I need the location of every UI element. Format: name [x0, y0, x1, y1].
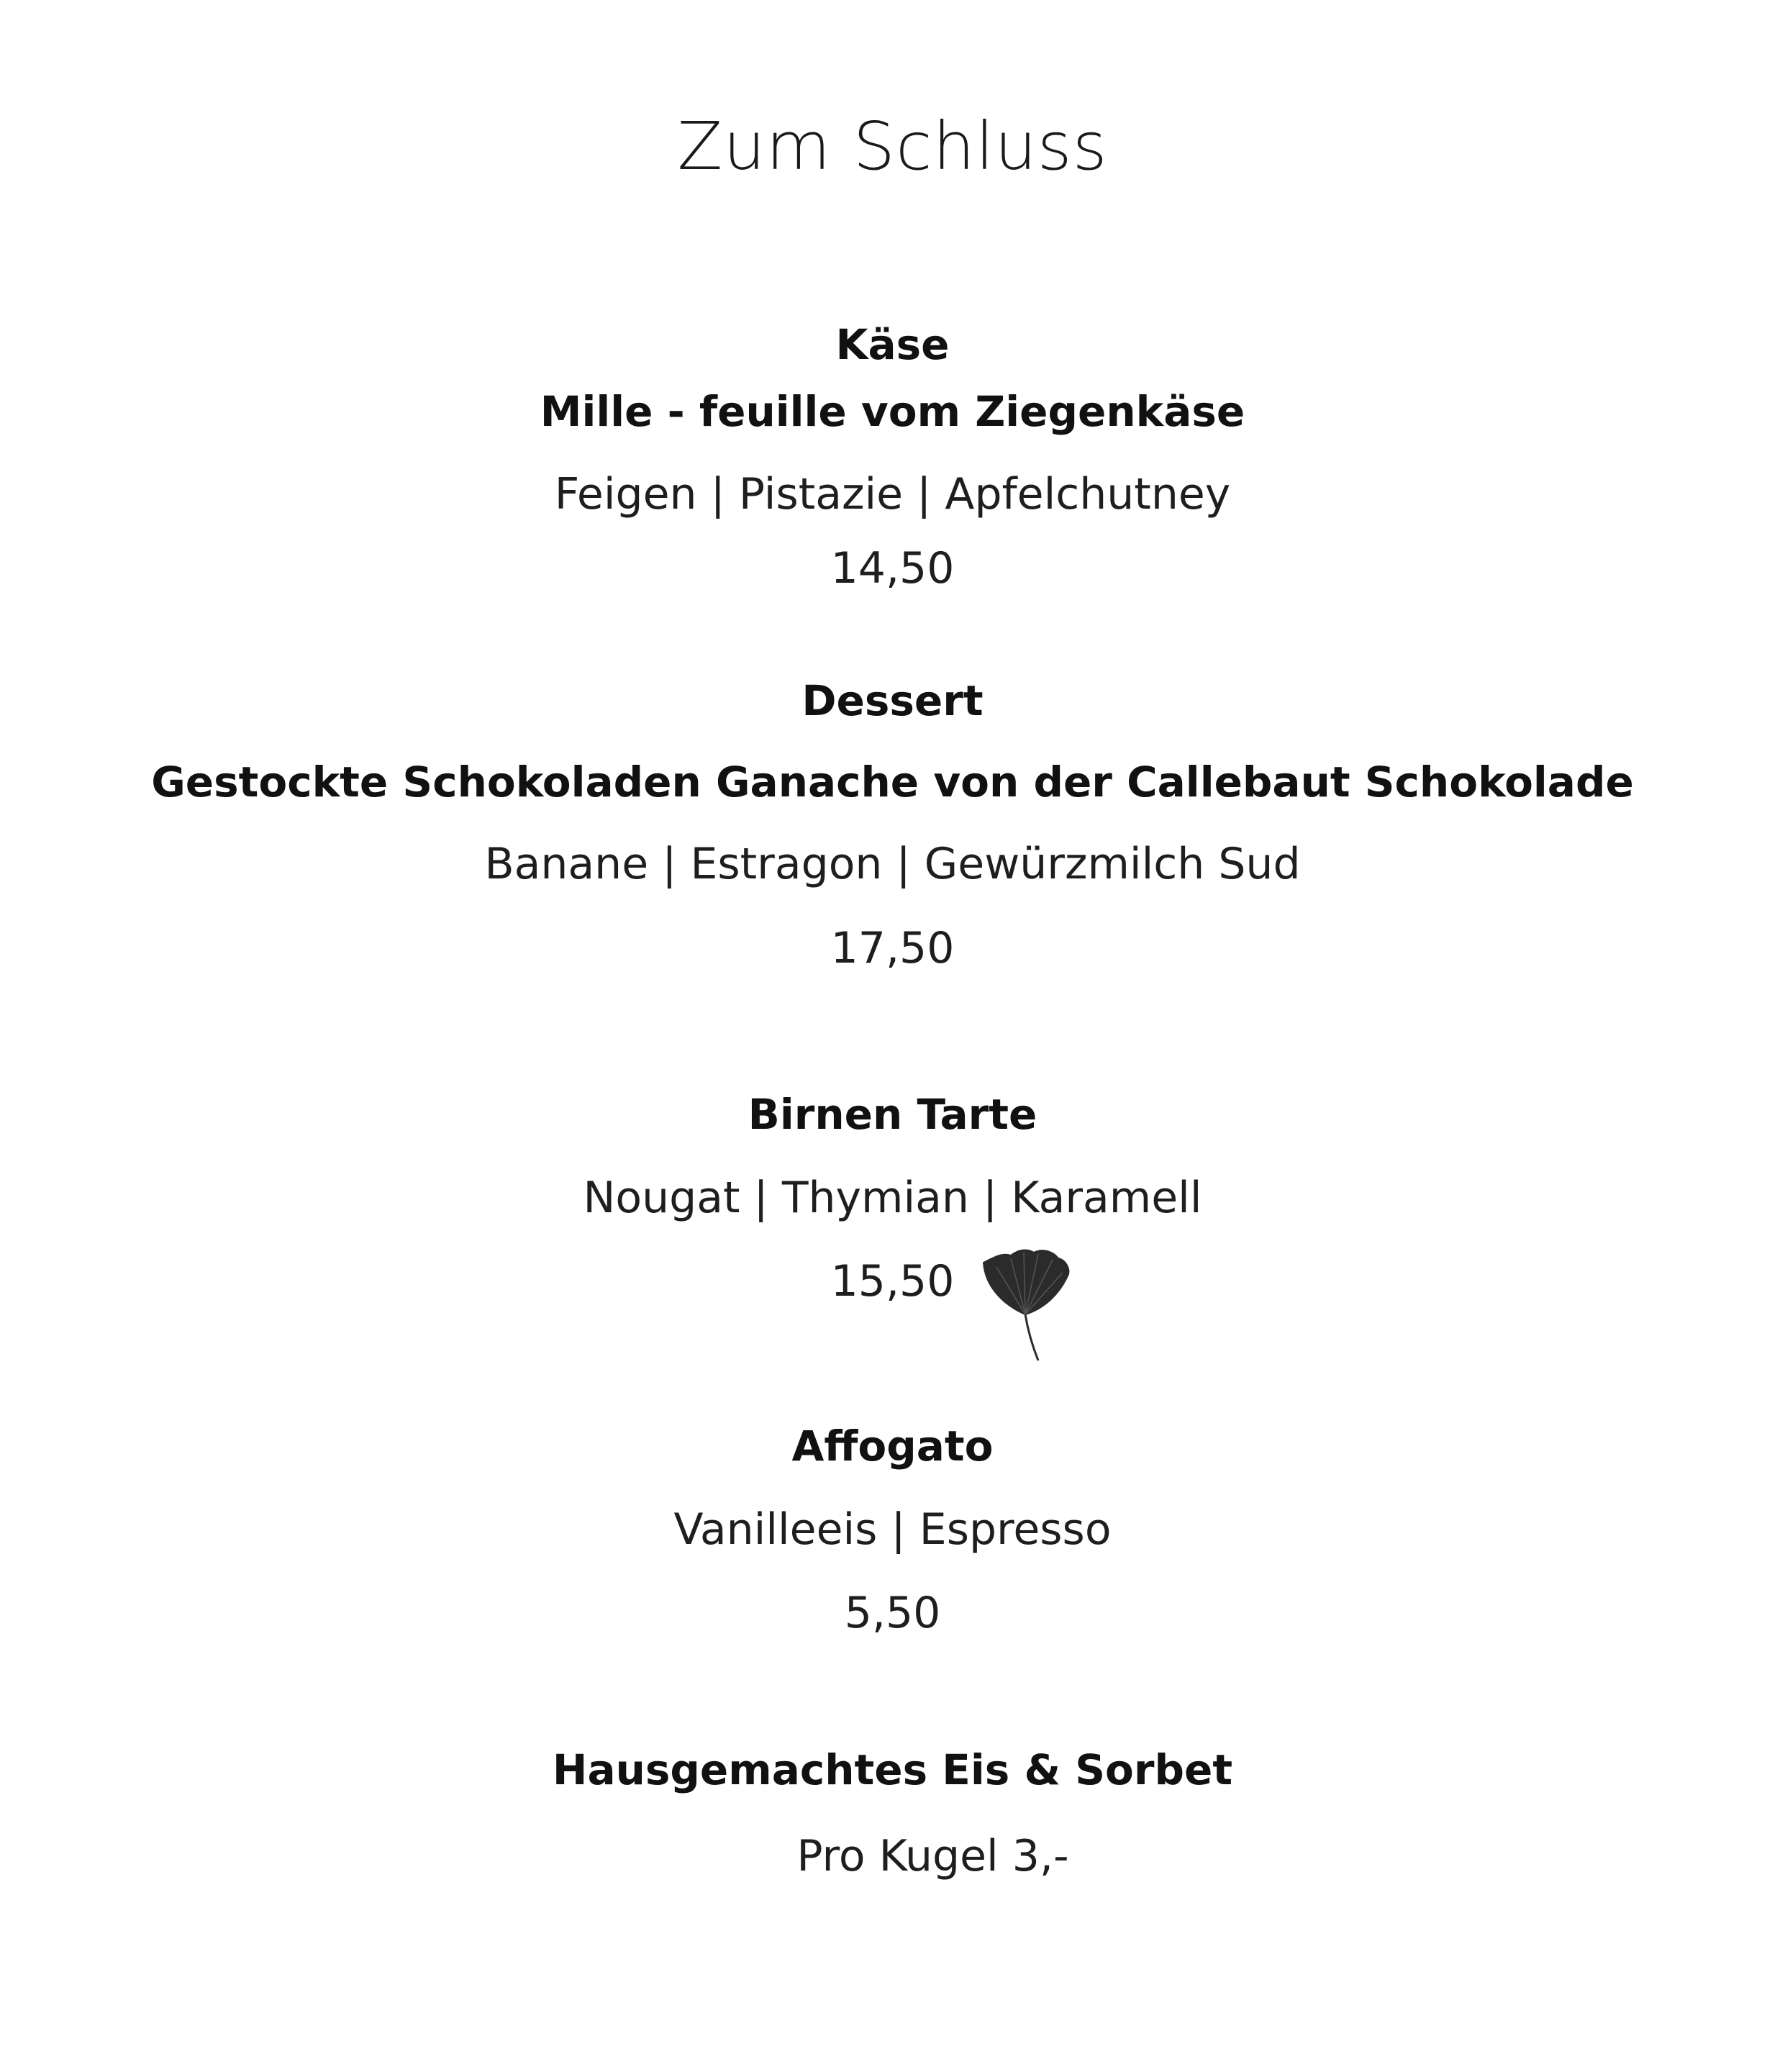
page-title: Zum Schluss [677, 108, 1108, 185]
dish-price-birnen-tarte: 15,50 [830, 1256, 955, 1307]
dish-price-mille-feuille: 14,50 [830, 543, 955, 594]
ginkgo-leaf-icon [960, 1234, 1090, 1378]
dish-price-affogato: 5,50 [844, 1588, 941, 1638]
dish-name-birnen-tarte: Birnen Tarte [748, 1090, 1037, 1139]
dish-price-schokoladen-ganache: 17,50 [830, 923, 955, 973]
dish-components-affogato: Vanilleeis | Espresso [673, 1504, 1112, 1555]
dish-name-mille-feuille: Mille - feuille vom Ziegenkäse [540, 387, 1245, 436]
dish-components-schokoladen-ganache: Banane | Estragon | Gewürzmilch Sud [484, 839, 1301, 889]
dish-price-eis-sorbet: Pro Kugel 3,- [796, 1831, 1069, 1881]
dish-name-schokoladen-ganache: Gestockte Schokoladen Ganache von der Callebaut Schokolade [151, 758, 1634, 806]
dish-name-eis-sorbet: Hausgemachtes Eis & Sorbet [552, 1745, 1233, 1794]
dish-name-affogato: Affogato [791, 1422, 994, 1471]
section-heading-kaese: Käse [835, 320, 950, 369]
dish-components-mille-feuille: Feigen | Pistazie | Apfelchutney [554, 469, 1231, 519]
section-heading-dessert: Dessert [801, 676, 984, 725]
dish-components-birnen-tarte: Nougat | Thymian | Karamell [583, 1173, 1202, 1223]
